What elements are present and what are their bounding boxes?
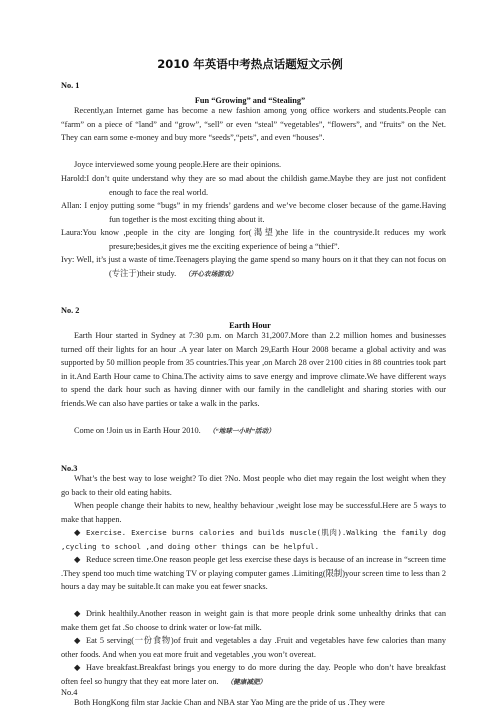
bullet-item-breakfast <box>61 661 446 689</box>
bullet-icon: ◆ <box>74 609 81 618</box>
bullet-item-fruit <box>61 634 446 661</box>
bullet-item-text: Drink healthily.Another reason in weight gain is that more people drink some unhealthy drinks that can make them get fat .So choose to drink water or low-fat milk. <box>61 609 446 632</box>
bullet-icon: ◆ <box>74 555 81 564</box>
dialogue-ivy-text: Ivy: Well, it’s just a waste of time.Teenagers playing the game spend so many hours on it that they can not focus on (专注于)their study. <box>61 255 446 278</box>
section-1-subtitle: Fun “Growing” and “Stealing” <box>194 96 306 105</box>
section-1-paragraph-1: Recently,an Internet game has become a new fashion among yong office workers and students.People can “farm” on a piece of “land” and “grow”, “sell” or even “steal” “vegetables”, “flowers”, and “fruits” on the Net. They can earn some e-money and buy more “seeds”,“pets”, and even “houses”. <box>61 106 446 143</box>
section-2-number: No. 2 <box>61 306 80 315</box>
dialogue-ivy <box>61 253 446 281</box>
dialogue-harold: Harold:I don’t quite understand why they are so mad about the childish game.Maybe they are just not confident enough to face the real world. <box>61 174 446 197</box>
section-3-paragraph-1: What’s the best way to lose weight? To diet ?No. Most people who diet may regain the lost weight when they go back to their old eating habits. <box>61 474 446 497</box>
bullet-item-text: Reduce screen time.One reason people get less exercise these days is because of an increase in “screen time .They spend too much time watching TV or playing computer games .Limiting(限制)your screen time to less than 2 hours a day may be suitable.It can make you eat fewer snacks. <box>61 555 446 592</box>
section-3-paragraph-2: When people change their habits to new, healthy behaviour ,weight lose may be successful.Here are 5 ways to make that happen. <box>61 501 446 524</box>
bullet-item-text: Eat 5 serving(一份食物)of fruit and vegetables a day .Fruit and vegetables have few calories than many other foods. And when you eat more fruit and vegetables ,you won’t overeat. <box>61 636 446 659</box>
section-2-paragraph-2-text: Come on !Join us in Earth Hour 2010. <box>74 426 201 435</box>
section-4-number: No.4 <box>61 688 78 697</box>
section-2-note: （“地球一小时”活动） <box>208 428 275 435</box>
section-3-number: No.3 <box>61 464 78 473</box>
bullet-icon: ◆ <box>74 636 81 645</box>
bullet-item-screen-time <box>61 553 446 594</box>
section-1-note: （开心农场游戏） <box>184 270 237 278</box>
section-2-subtitle: Earth Hour <box>229 321 271 330</box>
dialogue-laura: Laura:You know ,people in the city are longing for(渴望)the life in the countryside.It reduces my work presure;besides,it gives me the exciting experience of being a “thief”. <box>61 228 446 251</box>
section-3-note: （健康减肥） <box>226 678 267 686</box>
section-4-paragraph-1: Both HongKong film star Jackie Chan and NBA star Yao Ming are the pride of us .They were <box>74 698 385 707</box>
section-1-number: No. 1 <box>61 81 80 90</box>
bullet-item-drink <box>61 607 446 634</box>
bullet-icon: ◆ <box>74 663 81 672</box>
bullet-icon: ◆ <box>74 528 81 537</box>
bullet-item-text: Exercise. Exercise burns calories and builds muscle(肌肉).Walking the family dog ,cycling to school ,and doing other things can be helpful. <box>61 528 446 551</box>
section-2-paragraph-2 <box>61 424 446 439</box>
section-1-paragraph-2: Joyce interviewed some young people.Here are their opinions. <box>74 160 282 169</box>
bullet-item-exercise <box>61 526 446 553</box>
document-title: 2010 年英语中考热点话题短文示例 <box>157 57 343 71</box>
dialogue-allan: Allan: I enjoy putting some “bugs” in my friends’ gardens and we’ve become closer because of the game.Having fun together is the most exciting thing about it. <box>61 201 446 224</box>
section-2-paragraph-1: Earth Hour started in Sydney at 7:30 p.m. on March 31,2007.More than 2.2 million homes and businesses turned off their lights for an hour .A year later on March 29,Earth Hour 2008 became a global activity and was supported by 50 million people from 35 countries.This year ,on March 28 over 2100 cities in 88 countries took part in it.And Earth Hour came to China.The activity aims to save energy and improve climate.We have different ways to spend the dark hour such as having dinner with our family in the candlelight and sharing stories with our friends.We can also have parties or take a walk in the parks. <box>61 331 446 408</box>
bullet-item-text: Have breakfast.Breakfast brings you energy to do more during the day. People who don’t have breakfast often feel so hungry that they eat more later on. <box>61 663 446 686</box>
